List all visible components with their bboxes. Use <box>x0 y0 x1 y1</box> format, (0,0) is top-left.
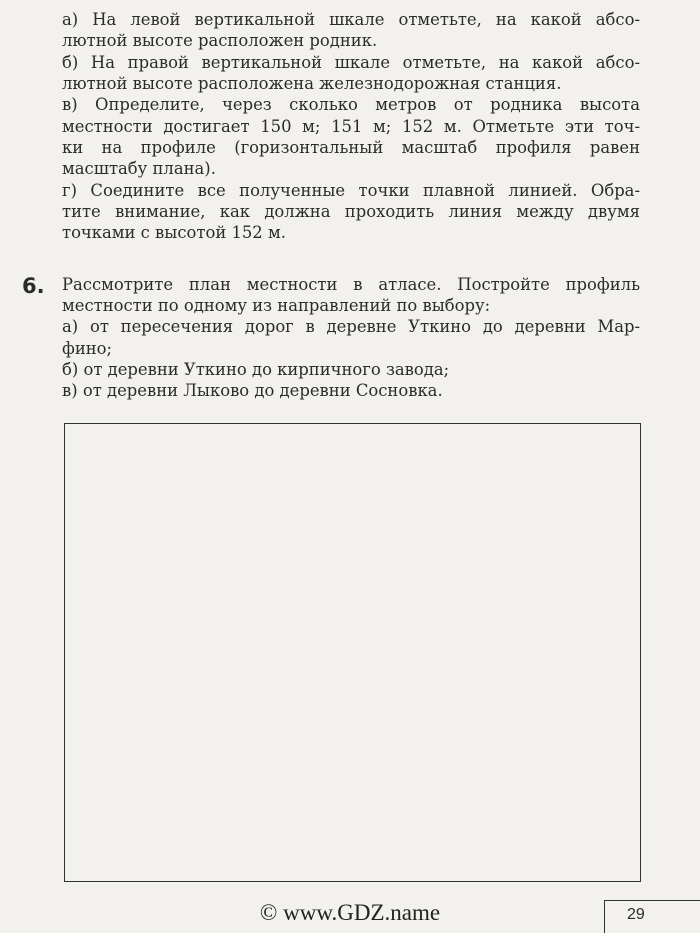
task5-line: б) На правой вертикальной шкале отметьте, на какой абсо- <box>62 53 640 72</box>
task5-line: а) На левой вертикальной шкале отметьте, на какой абсо- <box>62 10 640 29</box>
answer-drawing-box[interactable] <box>64 423 641 882</box>
task5-line: в) Определите, через сколько метров от родника высота <box>62 95 640 114</box>
task6-number: 6. <box>22 274 45 298</box>
task6-line: а) от пересечения дорог в деревне Уткино до деревни Мар- <box>62 317 640 336</box>
task5-line: местности достигает 150 м; 151 м; 152 м. Отметьте эти точ- <box>62 117 640 136</box>
task5-line: лютной высоте расположена железнодорожная станция. <box>62 74 562 93</box>
task5-line: г) Соедините все полученные точки плавной линией. Обра- <box>62 181 640 200</box>
task5-line: ки на профиле (горизонтальный масштаб профиля равен <box>62 138 640 157</box>
page-number-box <box>604 900 700 933</box>
task5-line: точками с высотой 152 м. <box>62 223 286 242</box>
task6-line: б) от деревни Уткино до кирпичного завода; <box>62 360 450 379</box>
task6-line: фино; <box>62 339 113 358</box>
task5-line: масштабу плана). <box>62 159 216 178</box>
task5-line: тите внимание, как должна проходить линия между двумя <box>62 202 640 221</box>
page-number: 29 <box>627 906 645 923</box>
task5-line: лютной высоте расположен родник. <box>62 31 378 50</box>
task6-line: местности по одному из направлений по выбору: <box>62 296 491 315</box>
watermark-text: © www.GDZ.name <box>259 900 441 925</box>
task6-line: в) от деревни Лыково до деревни Сосновка. <box>62 381 443 400</box>
task6-line: Рассмотрите план местности в атласе. Постройте профиль <box>62 275 640 294</box>
